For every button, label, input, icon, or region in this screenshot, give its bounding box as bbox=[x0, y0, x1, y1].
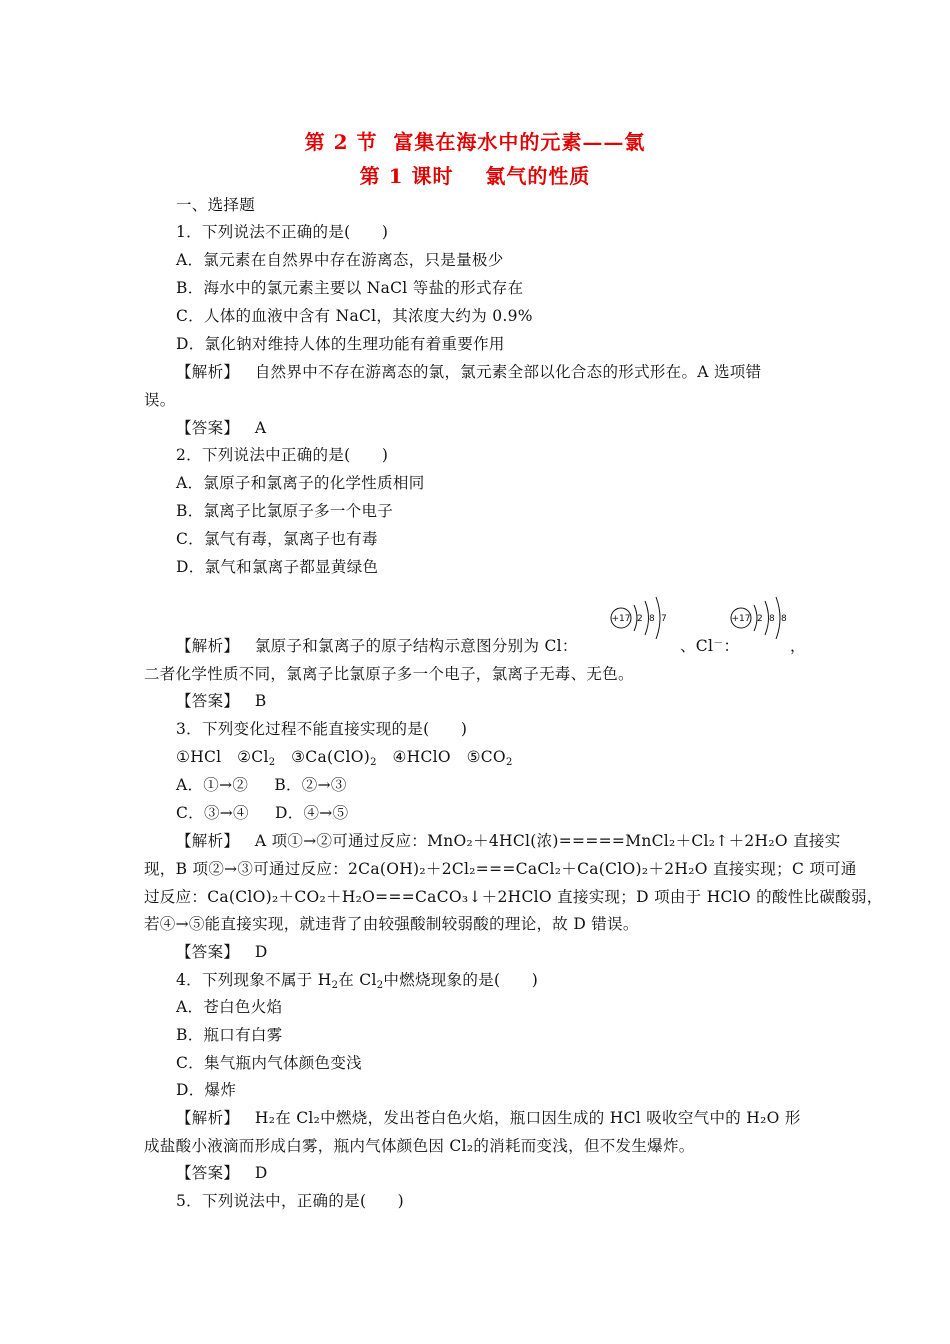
q4-option-a: A．苍白色火焰 bbox=[176, 998, 283, 1016]
ion-shell-2: 8 bbox=[769, 614, 775, 624]
q4-answer: 【答案】 D bbox=[176, 1164, 268, 1182]
q3-items: ①HCl $②Cl_2$ $③Ca(ClO)_2$ ④HClO $⑤CO_2$ bbox=[176, 748, 513, 768]
q4-analysis-cont: 成盐酸小液滴而形成白雾，瓶内气体颜色因 Cl₂的消耗而变浅，但不发生爆炸。 bbox=[144, 1137, 695, 1155]
lesson-title: 第 1 课时 氯气的性质 bbox=[359, 164, 591, 188]
q2-option-c: C．氯气有毒，氯离子也有毒 bbox=[176, 530, 378, 548]
q3-analysis: 【解析】 A 项①→②可通过反应：MnO₂＋4HCl(浓)=====MnCl₂＋Cl₂↑＋2H₂O 直接实 bbox=[176, 832, 841, 850]
q5-stem: 5．下列说法中，正确的是( ) bbox=[176, 1192, 405, 1210]
q2-option-a: A．氯原子和氯离子的化学性质相同 bbox=[176, 474, 425, 492]
q3-answer: 【答案】 D bbox=[176, 943, 268, 961]
atom-shell-3: 7 bbox=[661, 614, 667, 624]
q1-stem: 1．下列说法不正确的是( ) bbox=[176, 223, 389, 241]
q2-ion-label: 、Cl－： bbox=[680, 637, 740, 655]
q1-analysis-cont: 误。 bbox=[144, 391, 176, 409]
q2-analysis-text: 【解析】 氯原子和氯离子的原子结构示意图分别为 Cl： bbox=[176, 637, 578, 655]
atom-nucleus: +17 bbox=[611, 614, 631, 624]
ion-shell-3: 8 bbox=[781, 614, 787, 624]
q2-analysis bbox=[176, 636, 578, 656]
q4-option-b: B．瓶口有白雾 bbox=[176, 1026, 283, 1044]
q1-option-d: D．氯化钠对维持人体的生理功能有着重要作用 bbox=[176, 335, 505, 353]
q3-analysis-3: 过反应：Ca(ClO)₂＋CO₂＋H₂O===CaCO₃↓＋2HClO 直接实现；D 项由于 HClO 的酸性比碳酸弱， bbox=[144, 888, 883, 906]
q4-option-c: C．集气瓶内气体颜色变浅 bbox=[176, 1054, 362, 1072]
q2-option-d: D．氯气和氯离子都显黄绿色 bbox=[176, 558, 379, 576]
q2-option-b: B．氯离子比氯原子多一个电子 bbox=[176, 502, 394, 520]
section-heading: 一、选择题 bbox=[176, 196, 256, 214]
q1-option-b: B．海水中的氯元素主要以 NaCl 等盐的形式存在 bbox=[176, 279, 524, 297]
q1-option-a: A．氯元素在自然界中存在游离态，只是量极少 bbox=[176, 251, 504, 269]
q2-analysis-comma: ， bbox=[790, 637, 806, 655]
q3-analysis-2: 现，B 项②→③可通过反应：2Ca(OH)₂＋2Cl₂===CaCl₂＋Ca(ClO)₂＋2H₂O 直接实现；C 项可通 bbox=[144, 860, 857, 878]
q2-answer: 【答案】 B bbox=[176, 692, 267, 710]
q1-analysis: 【解析】 自然界中不存在游离态的氯，氯元素全部以化合态的形式形在。A 选项错 bbox=[176, 363, 762, 381]
q1-answer: 【答案】 A bbox=[176, 419, 267, 437]
q3-stem: 3．下列变化过程不能直接实现的是( ) bbox=[176, 720, 468, 738]
chloride-ion-diagram bbox=[728, 593, 794, 643]
q2-stem: 2．下列说法中正确的是( ) bbox=[176, 446, 389, 464]
q1-option-c: C．人体的血液中含有 NaCl，其浓度大约为 0.9% bbox=[176, 307, 533, 325]
q3-analysis-4: 若④→⑤能直接实现，就违背了由较强酸制较弱酸的理论，故 D 错误。 bbox=[144, 915, 639, 933]
section-title: 第 2 节 富集在海水中的元素——氯 bbox=[304, 130, 646, 154]
ion-nucleus: +17 bbox=[731, 614, 751, 624]
q3-options-ab: A．①→② B．②→③ bbox=[176, 776, 347, 794]
atom-shell-2: 8 bbox=[649, 614, 655, 624]
atom-shell-1: 2 bbox=[637, 614, 643, 624]
ion-shell-1: 2 bbox=[757, 614, 763, 624]
q4-analysis: 【解析】 H₂在 Cl₂中燃烧，发出苍白色火焰，瓶口因生成的 HCl 吸收空气中的 H₂O 形 bbox=[176, 1109, 801, 1127]
q4-option-d: D．爆炸 bbox=[176, 1081, 237, 1099]
q3-options-cd: C．③→④ D．④→⑤ bbox=[176, 804, 349, 822]
q2-analysis-cont: 二者化学性质不同，氯离子比氯原子多一个电子，氯离子无毒、无色。 bbox=[144, 665, 634, 683]
chlorine-atom-diagram bbox=[608, 593, 674, 643]
q4-stem: 4．下列现象不属于 $H_2$在 $Cl_2$中燃烧现象的是( ) bbox=[176, 971, 539, 991]
